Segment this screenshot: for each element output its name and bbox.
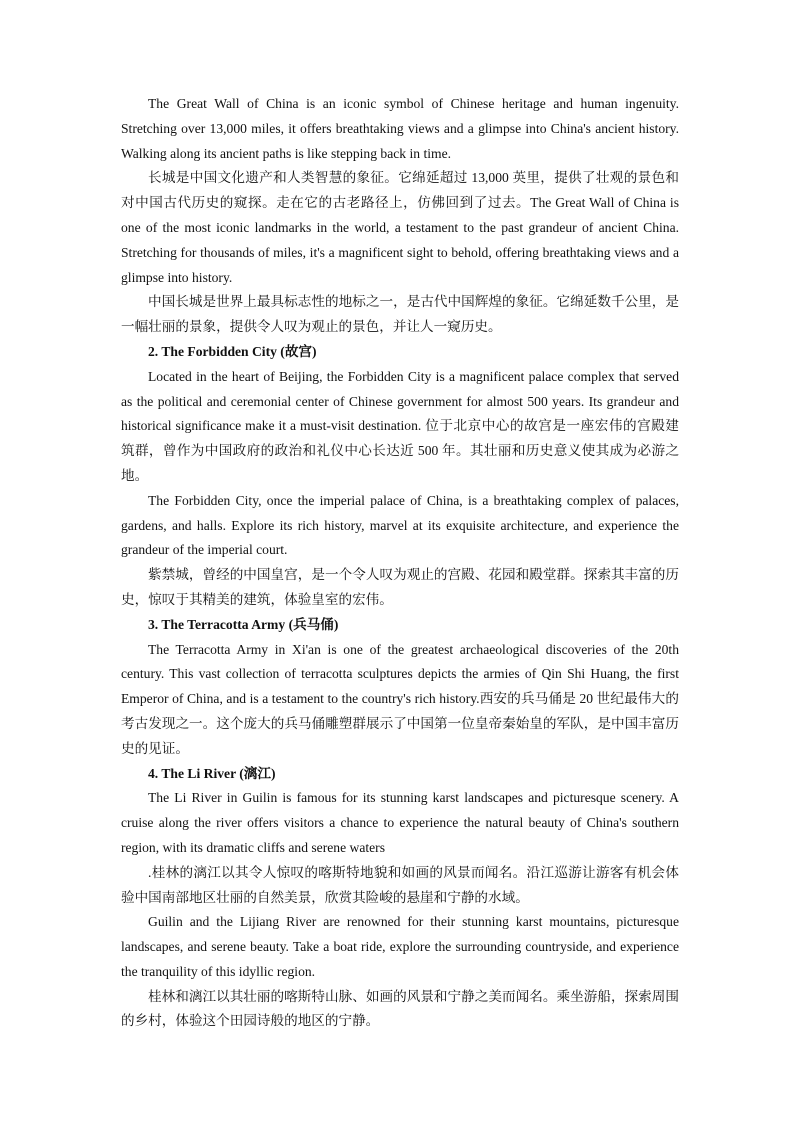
- document-page: [121, 92, 679, 1034]
- section-heading-terracotta-army: 3. The Terracotta Army (兵马俑): [148, 616, 339, 632]
- paragraph-forbidden-city-zh: 紫禁城，曾经的中国皇宫，是一个令人叹为观止的宫殿、花园和殿堂群。探索其丰富的历史，惊叹于其精美的建筑，体验皇室的宏伟。: [121, 567, 679, 607]
- paragraph-great-wall-en: The Great Wall of China is an iconic symbol of Chinese heritage and human ingenuity. Stretching over 13,000 miles, it offers breathtaking views and a glimpse into China's ancient history. Walking along its ancient paths is like stepping back in time.: [121, 96, 679, 161]
- paragraph-forbidden-city-en-zh: Located in the heart of Beijing, the Forbidden City is a magnificent palace complex that served as the political and ceremonial center of Chinese government for almost 500 years. Its grandeur and historical significance make it a must-visit destination. 位于北京中心的故宫是一座宏伟的宫殿建筑群，曾作为中国政府的政治和礼仪中心长达近 500 年。其壮丽和历史意义使其成为必游之地。: [121, 368, 679, 483]
- section-heading-li-river: 4. The Li River (漓江): [148, 765, 276, 781]
- paragraph-great-wall-zh-en: 长城是中国文化遗产和人类智慧的象征。它绵延超过 13,000 英里，提供了壮观的景色和对中国古代历史的窥探。走在它的古老路径上，仿佛回到了过去。The Great Wall of China is one of the most iconic landmarks in the world, a testament to the past grandeur of ancient China. Stretching for thousands of miles, it's a magnificent sight to behold, offering breathtaking views and a glimpse into history.: [121, 170, 679, 285]
- paragraph-guilin-zh: 桂林和漓江以其壮丽的喀斯特山脉、如画的风景和宁静之美而闻名。乘坐游船，探索周围的乡村，体验这个田园诗般的地区的宁静。: [121, 988, 679, 1029]
- paragraph-guilin-en: Guilin and the Lijiang River are renowned for their stunning karst mountains, picturesque landscapes, and serene beauty. Take a boat ride, explore the surrounding countryside, and experience the tranquility of this idyllic region.: [121, 914, 679, 979]
- paragraph-terracotta-army: The Terracotta Army in Xi'an is one of the greatest archaeological discoveries of the 20th century. This vast collection of terracotta sculptures depicts the armies of Qin Shi Huang, the first Emperor of China, and is a testament to the country's rich history.西安的兵马俑是 20 世纪最伟大的考古发现之一。这个庞大的兵马俑雕塑群展示了中国第一位皇帝秦始皇的军队，是中国丰富历史的见证。: [121, 641, 679, 756]
- section-heading-forbidden-city: 2. The Forbidden City (故宫): [148, 343, 317, 359]
- paragraph-li-river-zh: .桂林的漓江以其令人惊叹的喀斯特地貌和如画的风景而闻名。沿江巡游让游客有机会体验中国南部地区壮丽的自然美景，欣赏其险峻的悬崖和宁静的水域。: [121, 864, 679, 905]
- paragraph-li-river-en: The Li River in Guilin is famous for its stunning karst landscapes and picturesque scenery. A cruise along the river offers visitors a chance to experience the natural beauty of China's southern region, with its dramatic cliffs and serene waters: [121, 790, 679, 855]
- paragraph-forbidden-city-en: The Forbidden City, once the imperial palace of China, is a breathtaking complex of palaces, gardens, and halls. Explore its rich history, marvel at its exquisite architecture, and experience the grandeur of the imperial court.: [121, 492, 679, 558]
- paragraph-great-wall-zh: 中国长城是世界上最具标志性的地标之一，是古代中国辉煌的象征。它绵延数千公里，是一幅壮丽的景象，提供令人叹为观止的景色，并让人一窥历史。: [121, 294, 679, 335]
